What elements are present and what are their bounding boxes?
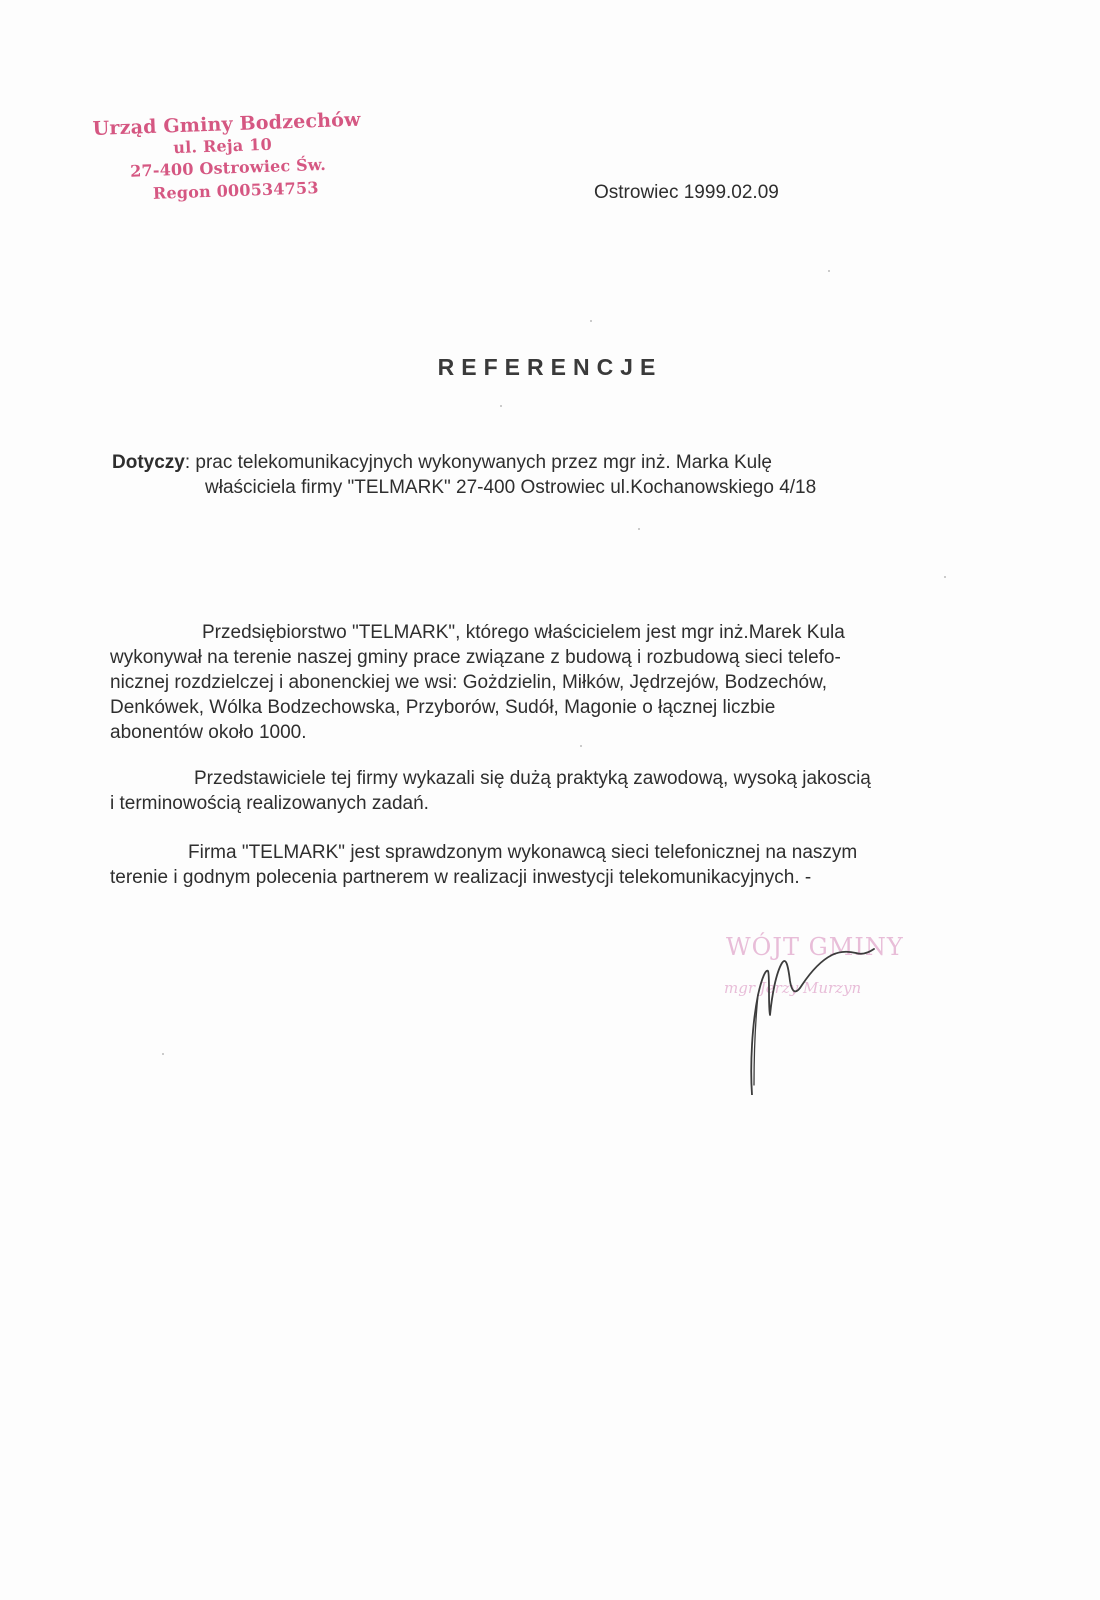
signature-stamp-name: mgr Jerzy Murzyn: [724, 979, 862, 997]
stamp-regon: Regon 000534753: [152, 178, 319, 203]
subject-block: [112, 450, 816, 500]
paragraph-1-line: nicznej rozdzielczej i abonenckiej we wsi: Gożdzielin, Miłków, Jędrzejów, Bodzechów,: [110, 672, 828, 693]
paragraph-1: [110, 620, 960, 745]
paragraph-3-line: terenie i godnym polecenia partnerem w realizacji inwestycji telekomunikacyjnych. -: [110, 867, 812, 888]
signature-area: [720, 925, 920, 1105]
paragraph-3-line: Firma "TELMARK" jest sprawdzonym wykonawcą sieci telefonicznej na naszym: [188, 842, 858, 863]
scan-speck: [580, 745, 582, 747]
office-stamp: [92, 100, 385, 210]
paragraph-2-line: Przedstawiciele tej firmy wykazali się dużą praktyką zawodową, wysoką jakoscią: [194, 768, 871, 789]
scan-speck: [638, 528, 640, 530]
stamp-office-name: Urząd Gminy Bodzechów: [92, 108, 361, 140]
paragraph-3: [110, 840, 960, 890]
place-and-date: Ostrowiec 1999.02.09: [594, 182, 779, 203]
paragraph-1-line: wykonywał na terenie naszej gminy prace związane z budową i rozbudową sieci telefo-: [110, 647, 841, 668]
signature-stamp-title: WÓJT GMINY: [726, 933, 904, 961]
paragraph-1-line: abonentów około 1000.: [110, 722, 307, 743]
subject-text-1: : prac telekomunikacyjnych wykonywanych przez mgr inż. Marka Kulę: [184, 452, 772, 473]
scan-speck: [944, 576, 946, 578]
scan-speck: [162, 1053, 164, 1055]
subject-line-2: właściciela firmy "TELMARK" 27-400 Ostrowiec ul.Kochanowskiego 4/18: [205, 477, 817, 498]
subject-label: Dotyczy: [112, 452, 185, 473]
scan-speck: [500, 405, 502, 407]
paragraph-1-line: Przedsiębiorstwo "TELMARK", którego właścicielem jest mgr inż.Marek Kula: [202, 622, 845, 643]
paragraph-2: [110, 766, 960, 816]
handwritten-signature: [740, 935, 890, 1095]
scan-speck: [828, 270, 830, 272]
stamp-city: 27-400 Ostrowiec Św.: [129, 154, 327, 181]
document-title: REFERENCJE: [437, 354, 663, 380]
stamp-street: ul. Reja 10: [173, 134, 273, 158]
paragraph-1-line: Denkówek, Wólka Bodzechowska, Przyborów, Sudół, Magonie o łącznej liczbie: [110, 697, 776, 718]
subject-line-1: [112, 450, 816, 475]
paragraph-2-line: i terminowością realizowanych zadań.: [110, 793, 429, 814]
scan-speck: [590, 320, 592, 322]
